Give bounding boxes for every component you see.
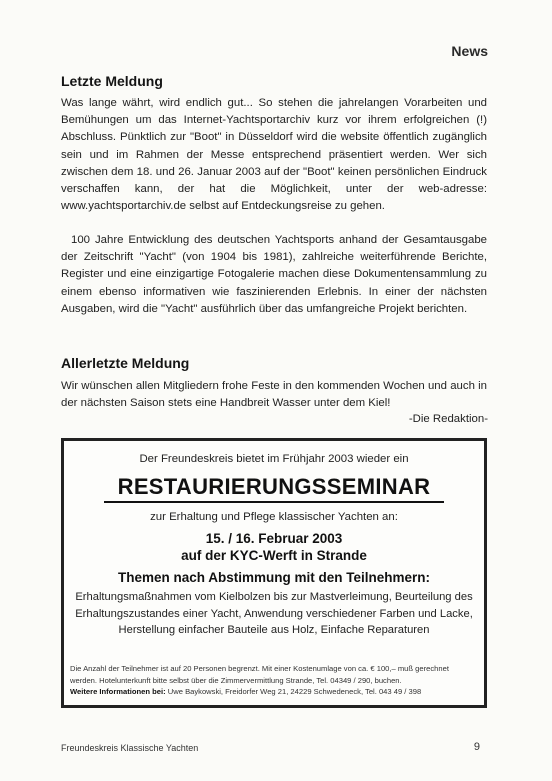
- contact-text: Uwe Baykowski, Freidorfer Weg 21, 24229 Schwedeneck, Tel. 043 49 / 398: [167, 687, 422, 696]
- news-heading-1: Letzte Meldung: [61, 73, 163, 89]
- news-paragraph-2-text: 100 Jahre Entwicklung des deutschen Yachtsports anhand der Gesamtausgabe der Zeitschrift "Yacht" (von 1904 bis 1981), zahlreiche weiterführende Berichte, Register und eine einzigartige Fotogalerie machen diese Dokumentensammlung zu einem ebenso informativen wie faszinierenden Erlebnis. In einer der nächsten Ausgaben, wird die "Yacht" ausführlich über das umfangreiche Projekt berichten.: [61, 234, 487, 315]
- title-underline: [104, 501, 444, 503]
- news-paragraph-1: [61, 95, 487, 215]
- announcement-place: auf der KYC-Werft in Strande: [181, 548, 367, 563]
- signoff: -Die Redaktion-: [408, 413, 488, 425]
- announcement-subtitle: zur Erhaltung und Pflege klassischer Yachten an:: [150, 511, 398, 523]
- news-paragraph-1-text: Was lange währt, wird endlich gut... So stehen die jahrelangen Vorarbeiten und Bemühungen um das Internet-Yachtsportarchiv kurz vor ihrem erfolgreichen (!) Abschluss. Pünktlich zur "Boot" in Düsseldorf wird die website öffentlich zugänglich sein und im Rahmen der Messe entsprechend präsentiert werden. Wer sich zwischen dem 18. und 26. Januar 2003 auf der "Boot" keinen persönlichen Eindruck verschaffen kann, der hat die Möglichkeit, unter der web-adresse: www.yachtsportarchiv.de selbst auf Entdeckungsreise zu gehen.: [61, 97, 487, 213]
- announcement-intro: Der Freundeskreis bietet im Frühjahr 2003 wieder ein: [139, 453, 409, 465]
- announcement-title: RESTAURIERUNGSSEMINAR: [117, 474, 431, 499]
- fine-print-contact: [70, 686, 480, 698]
- announcement-description: Erhaltungsmaßnahmen vom Kielbolzen bis zur Mastverleimung, Beurteilung des Erhaltungszustandes einer Yacht, Anwendung verschiedener Farben und Lacke, Herstellung einfacher Bauteile aus Holz, Einfache Reparaturen: [75, 591, 473, 636]
- fine-print-line-1: Die Anzahl der Teilnehmer ist auf 20 Personen begrenzt. Mit einer Kostenumlage von ca. € 100,– muß gerechnet: [70, 664, 449, 673]
- seminar-announcement-box: [61, 438, 487, 708]
- news-heading-2: Allerletzte Meldung: [61, 355, 190, 371]
- announcement-fine-print: [70, 663, 480, 698]
- fine-print-line-2: werden. Hotelunterkunft bitte selbst über die Zimmervermittlung Strande, Tel. 04349 / 290, buchen.: [70, 675, 402, 685]
- announcement-topic: Themen nach Abstimmung mit den Teilnehmern:: [117, 570, 431, 585]
- page-number: 9: [473, 741, 480, 753]
- section-label: News: [451, 43, 488, 59]
- footer-publication: Freundeskreis Klassische Yachten: [61, 743, 199, 753]
- news-paragraph-2: [61, 232, 487, 318]
- announcement-date: 15. / 16. Februar 2003: [205, 531, 343, 546]
- news-paragraph-3: [61, 378, 487, 412]
- news-paragraph-3-text: Wir wünschen allen Mitgliedern frohe Feste in den kommenden Wochen und auch in der nächsten Saison stets eine Handbreit Wasser unter dem Kiel!: [61, 380, 487, 410]
- contact-label: Weitere Informationen bei:: [70, 687, 166, 696]
